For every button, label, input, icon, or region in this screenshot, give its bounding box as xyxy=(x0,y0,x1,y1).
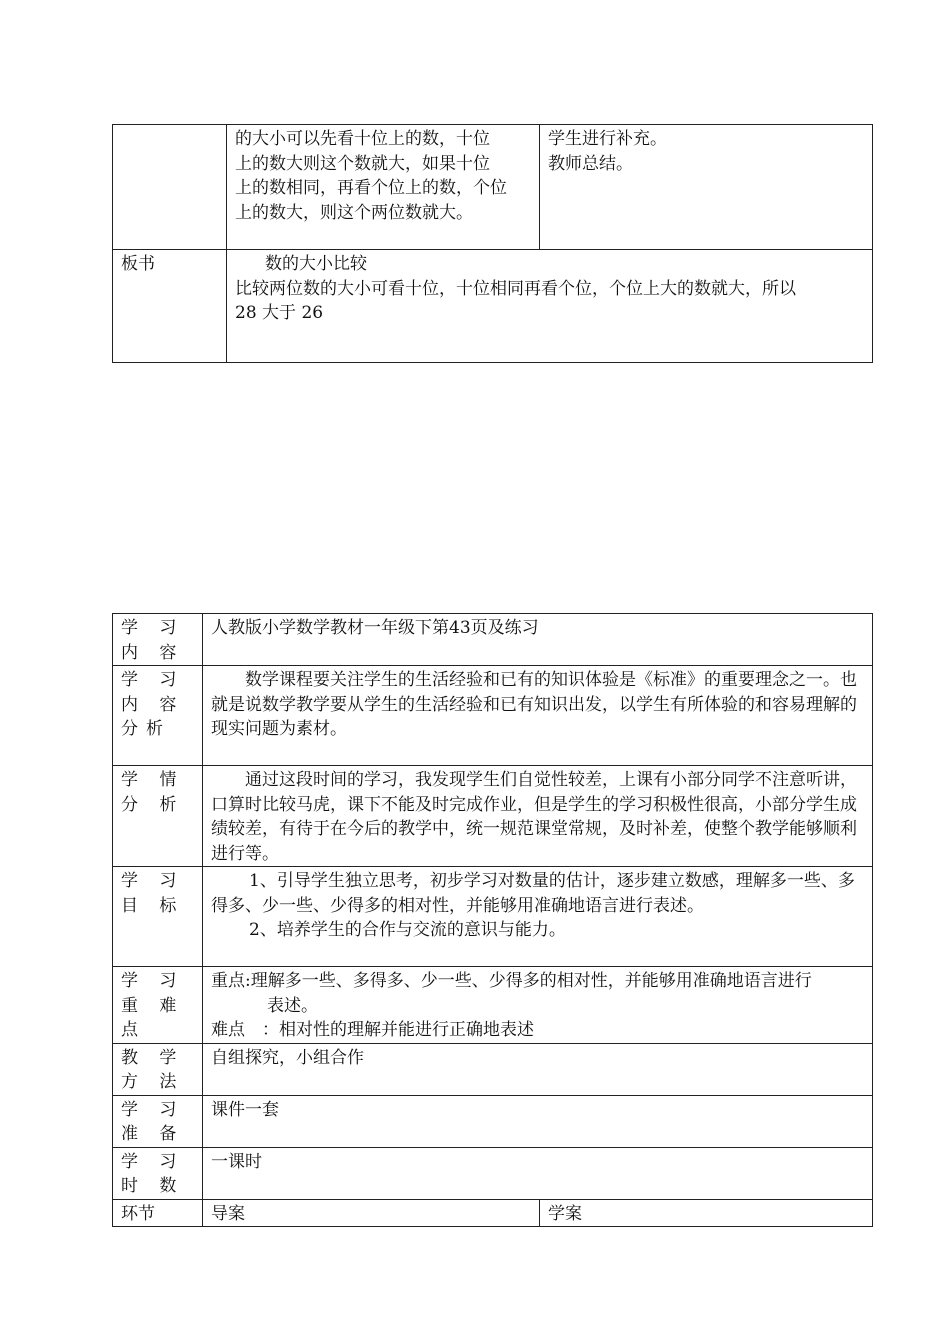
board-label: 板书 xyxy=(113,250,227,363)
row-text: 数学课程要关注学生的生活经验和已有的知识体验是《标准》的重要理念之一。也就是说数学教学要从学生的生活经验和已有知识出发，以学生有所体验的和容易理解的现实问题为素材。 xyxy=(203,666,873,766)
row-label: 学 习 内 容分析 xyxy=(113,666,203,766)
stage-cell xyxy=(113,125,227,250)
table-row xyxy=(113,1147,873,1199)
table-row xyxy=(113,766,873,867)
board-content xyxy=(227,250,873,363)
goal-item: 1、引导学生独立思考，初步学习对数量的估计，逐步建立数感，理解多一些、多得多、少一些、少得多的相对性，并能够用准确地语言进行表述。 xyxy=(211,871,855,916)
table-row xyxy=(113,1043,873,1095)
row-label: 学 习 内 容 xyxy=(113,614,203,666)
xuean-cell xyxy=(540,125,873,250)
row-text xyxy=(203,867,873,967)
table-row xyxy=(113,1199,873,1227)
xuean-line: 学生进行补充。 xyxy=(548,129,667,149)
daoan-line: 的大小可以先看十位上的数，十位 xyxy=(235,129,490,149)
row-text: 一课时 xyxy=(203,1147,873,1199)
row-text: 人教版小学数学教材一年级下第43页及练习 xyxy=(203,614,873,666)
table-row xyxy=(113,1095,873,1147)
difficulty: 难点 ：相对性的理解并能进行正确地表述 xyxy=(211,1020,534,1040)
table-row xyxy=(113,250,873,363)
goal-item: 2、培养学生的合作与交流的意识与能力。 xyxy=(249,920,566,940)
xuean-line: 教师总结。 xyxy=(548,153,633,174)
table-row xyxy=(113,614,873,666)
row-label: 学 习 重 难点 xyxy=(113,967,203,1044)
table-row xyxy=(113,666,873,766)
key-point-cont: 表述。 xyxy=(267,995,318,1016)
lesson-plan-table xyxy=(112,613,873,1227)
row-text: 课件一套 xyxy=(203,1095,873,1147)
row-label: 学 习 时 数 xyxy=(113,1147,203,1199)
board-line: 28 大于 26 xyxy=(235,303,324,323)
daoan-line: 上的数大则这个数就大，如果十位 xyxy=(235,153,490,174)
daoan-line: 上的数大，则这个两位数就大。 xyxy=(235,202,473,223)
board-title: 数的大小比较 xyxy=(265,254,367,274)
row-label: 学 习 目 标 xyxy=(113,867,203,967)
daoan-cell xyxy=(227,125,540,250)
header-xuean: 学案 xyxy=(540,1199,873,1227)
row-text xyxy=(203,967,873,1044)
daoan-line: 上的数相同，再看个位上的数，个位 xyxy=(235,178,507,198)
row-label: 教 学 方 法 xyxy=(113,1043,203,1095)
header-stage: 环节 xyxy=(113,1199,203,1227)
header-daoan: 导案 xyxy=(203,1199,540,1227)
board-line: 比较两位数的大小可看十位，十位相同再看个位，个位上大的数就大，所以 xyxy=(235,278,796,299)
table-row xyxy=(113,967,873,1044)
lesson-flow-table-continued xyxy=(112,124,873,363)
row-text: 自组探究，小组合作 xyxy=(203,1043,873,1095)
row-label: 学 情 分 析 xyxy=(113,766,203,867)
row-text: 通过这段时间的学习，我发现学生们自觉性较差，上课有小部分同学不注意听讲，口算时比较马虎，课下不能及时完成作业，但是学生的学习积极性很高，小部分学生成绩较差，有待于在今后的教学中，统一规范课堂常规，及时补差，使整个教学能够顺利进行等。 xyxy=(203,766,873,867)
table-row xyxy=(113,867,873,967)
key-point: 重点:理解多一些、多得多、少一些、少得多的相对性，并能够用准确地语言进行 xyxy=(211,971,812,991)
row-label: 学 习 准 备 xyxy=(113,1095,203,1147)
table-row xyxy=(113,125,873,250)
